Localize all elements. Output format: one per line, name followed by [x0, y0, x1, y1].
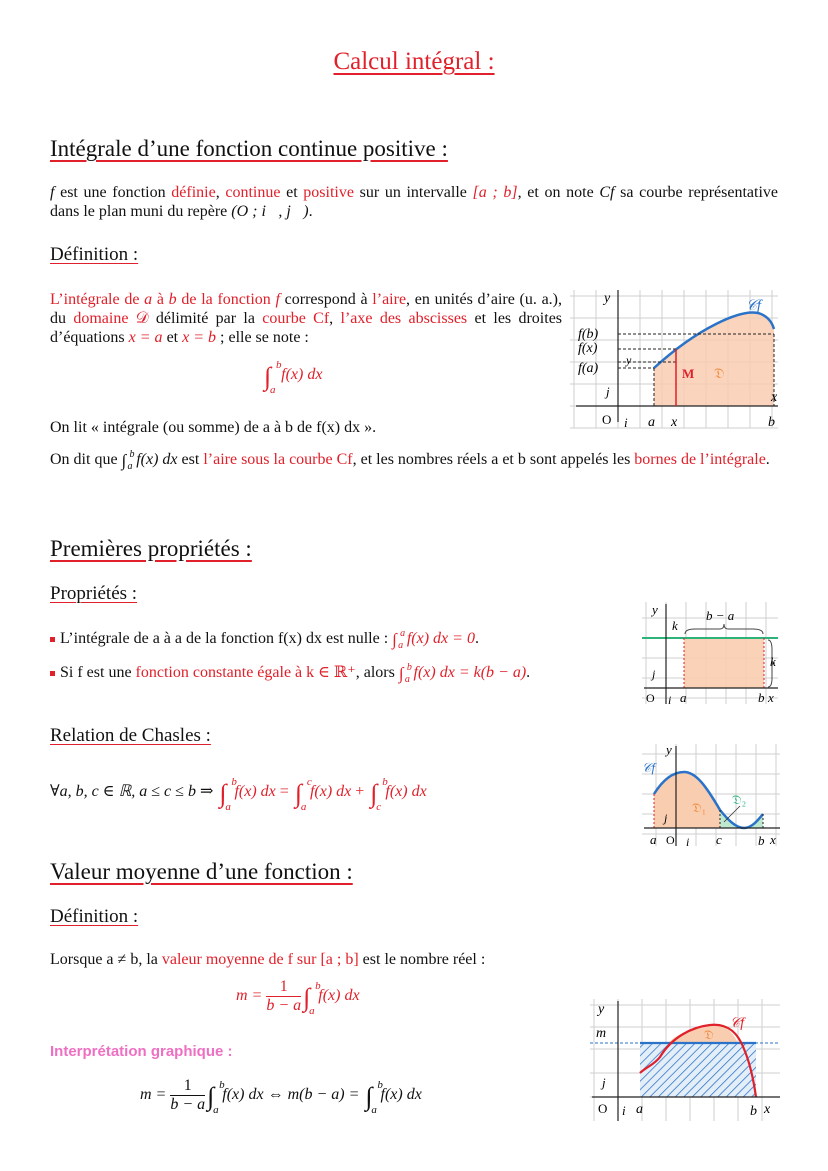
svg-text:O: O — [646, 691, 655, 705]
svg-text:f(a): f(a) — [578, 361, 599, 376]
svg-text:x: x — [764, 1102, 771, 1117]
svg-text:j⃗: j⃗ — [664, 811, 677, 825]
mean-definition-text: Lorsque a ≠ b, la valeur moyenne de f sur [a ; b] est le nombre réel : — [50, 951, 486, 968]
svg-text:𝔇₂: 𝔇₂ — [732, 792, 747, 807]
mean-formula: m = $\frac{1}{b - a}$ ∫ b a f(x) dx — [236, 978, 360, 1018]
svg-text:b: b — [758, 690, 765, 705]
svg-text:b: b — [768, 415, 775, 430]
svg-text:i⃗: i⃗ — [668, 693, 681, 706]
property-1: L’intégrale de a à a de la fonction f(x) dx est nulle : ∫ a a f(x) dx = 0. — [50, 629, 479, 649]
svg-text:b − a: b − a — [706, 608, 735, 623]
page-title: Calcul intégral : — [333, 48, 495, 75]
interpretation-heading: Interprétation graphique : — [50, 1043, 233, 1060]
svg-text:k: k — [770, 654, 776, 669]
section-heading-integrale: Intégrale d’une fonction continue positive : — [50, 136, 448, 161]
svg-text:m: m — [596, 1026, 607, 1041]
bullet-icon — [50, 637, 55, 642]
definition-heading-2: Définition : — [50, 906, 139, 927]
property-2: Si f est une fonction constante égale à k ∈ ℝ⁺, alors ∫ b a f(x) dx = k(b − a). — [50, 663, 530, 683]
svg-text:j⃗: j⃗ — [602, 1075, 616, 1090]
intro-paragraph: f est une fonction définie, continue et positive sur un intervalle [a ; b], et on note Cf sa courbe représentative dans le plan muni du repère (O ; i⃗, j⃗). — [50, 184, 779, 220]
svg-text:a: a — [650, 832, 657, 847]
svg-text:M: M — [682, 366, 695, 381]
svg-text:𝔇: 𝔇 — [714, 367, 725, 382]
svg-text:a: a — [636, 1102, 643, 1117]
figure-integral-area — [566, 286, 782, 432]
svg-text:a: a — [648, 415, 655, 430]
svg-text:y: y — [598, 1002, 605, 1017]
proprietes-heading: Propriétés : — [50, 583, 138, 604]
definition-paragraph: L’intégrale de a à b de la fonction f correspond à l’aire, en unités d’aire (u. a.), du domaine 𝒟 délimité par la courbe Cf, l’axe des abscisses et les droites d’équations x = a et x = b ; elle se note : — [50, 291, 563, 346]
svg-text:x: x — [771, 390, 778, 405]
svg-text:b: b — [750, 1104, 757, 1119]
svg-text:b: b — [758, 833, 765, 848]
interpretation-formula: m = $\frac{1}{b - a}$ ∫ b a f(x) dx ⇔ m(b − a) = ∫ b a f(x) dx — [140, 1077, 422, 1117]
section-heading-valeur-moyenne: Valeur moyenne d’une fonction : — [50, 859, 353, 884]
svg-text:f(b): f(b) — [578, 327, 599, 342]
bullet-icon — [50, 671, 55, 676]
reading-text: On lit « intégrale (ou somme) de a à b de f(x) dx ». — [50, 419, 377, 436]
hatched-rectangle — [640, 1043, 756, 1097]
svg-text:O: O — [602, 412, 612, 427]
figure-chasles — [640, 742, 782, 848]
chasles-formula: ∀a, b, c ∈ ℝ, a ≤ c ≤ b ⇒ ∫ b a f(x) dx = ∫ c a f(x) dx + ∫ b c f(x) dx — [50, 776, 427, 813]
svg-text:y: y — [604, 291, 611, 306]
svg-text:𝒞f: 𝒞f — [746, 298, 762, 314]
svg-text:x: x — [671, 415, 678, 430]
on-dit-paragraph: On dit que ∫ b a f(x) dx est l’aire sous la courbe Cf, et les nombres réels a et b sont appelés les bornes de l’intégrale. — [50, 449, 770, 472]
svg-text:𝔇₁: 𝔇₁ — [692, 800, 707, 815]
svg-text:𝒞f: 𝒞f — [642, 760, 656, 775]
svg-text:x: x — [770, 832, 776, 847]
svg-text:j⃗: j⃗ — [606, 384, 620, 399]
svg-text:𝔇: 𝔇 — [704, 1027, 714, 1042]
figure-mean-value — [588, 997, 782, 1123]
integral-formula: ∫ b a f(x) dx — [264, 359, 323, 396]
svg-text:𝒞f: 𝒞f — [730, 1016, 745, 1031]
svg-text:f(x): f(x) — [578, 341, 598, 356]
svg-text:y: y — [626, 353, 632, 367]
svg-text:c: c — [716, 832, 722, 847]
definition-heading: Définition : — [50, 244, 139, 265]
section-heading-proprietes: Premières propriétés : — [50, 536, 252, 561]
figure-constant-function — [640, 600, 780, 706]
area-domain — [654, 312, 774, 406]
svg-text:i⃗: i⃗ — [622, 1103, 636, 1118]
svg-text:a: a — [680, 690, 687, 705]
chasles-heading: Relation de Chasles : — [50, 725, 211, 746]
svg-text:x: x — [768, 690, 774, 705]
svg-text:i⃗: i⃗ — [624, 415, 638, 430]
svg-text:O: O — [666, 833, 675, 847]
svg-text:O: O — [598, 1101, 608, 1116]
svg-text:i⃗: i⃗ — [686, 835, 699, 848]
svg-text:j⃗: j⃗ — [652, 667, 665, 681]
brace-b-minus-a — [685, 624, 763, 634]
svg-text:k: k — [672, 618, 678, 633]
area-rectangle — [684, 638, 764, 688]
svg-text:y: y — [666, 742, 672, 757]
svg-text:y: y — [652, 602, 658, 617]
